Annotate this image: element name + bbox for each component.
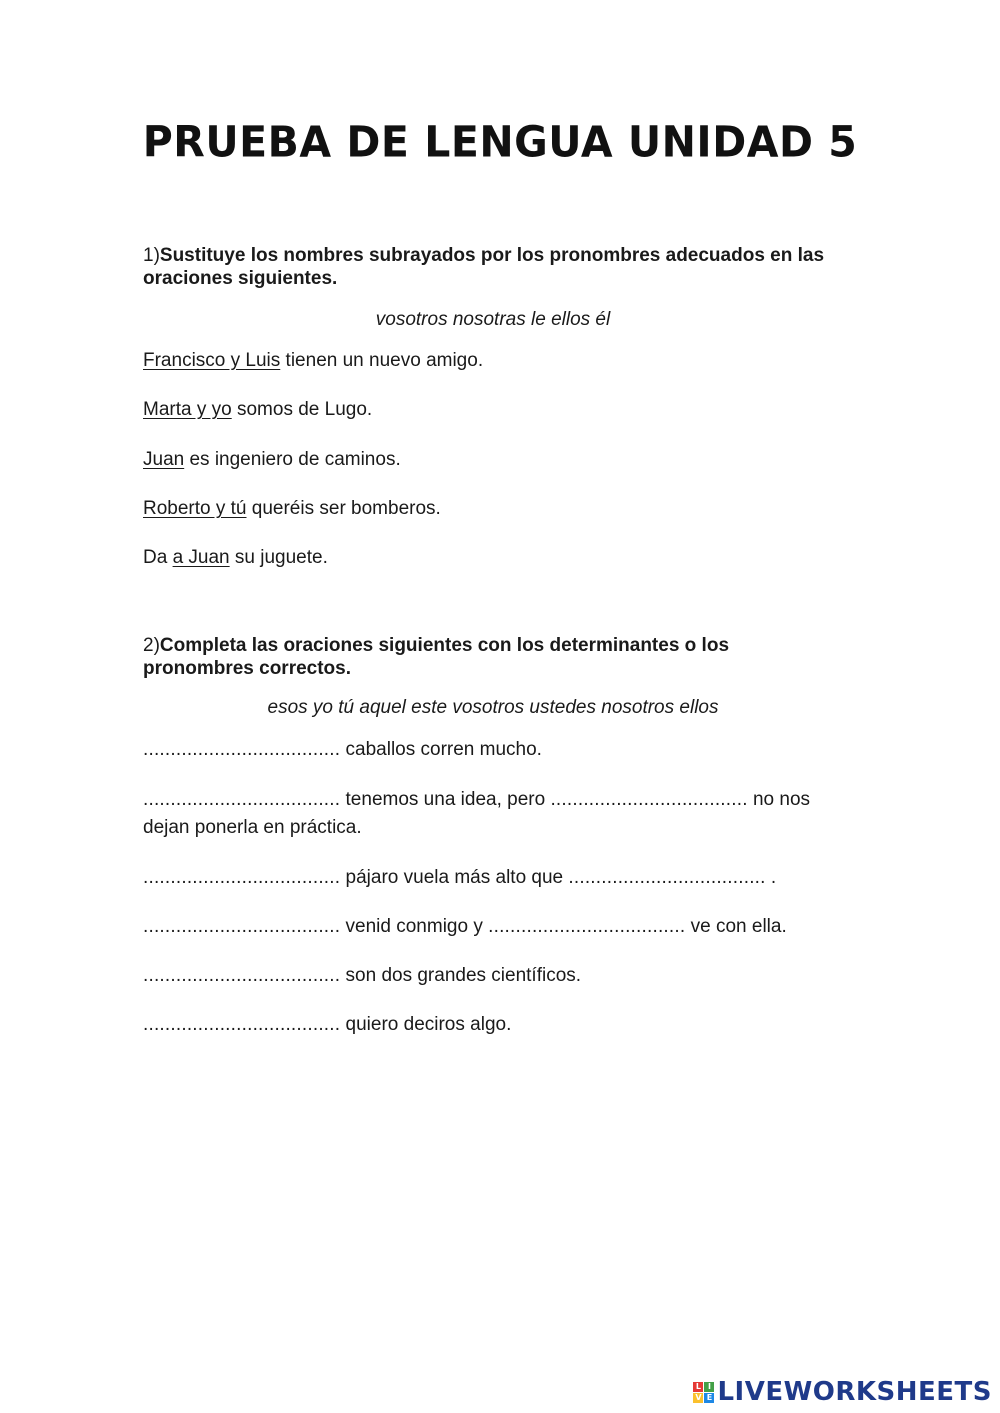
liveworksheets-logo-icon	[693, 1382, 714, 1403]
sentence-text: no nos dejan ponerla en práctica.	[143, 789, 811, 838]
logo-letter: I	[704, 1382, 714, 1392]
question-1-word-bank: vosotros nosotras le ellos él	[375, 309, 611, 330]
q2-sentence	[143, 864, 843, 892]
question-1-number: 1)	[143, 245, 160, 266]
sentence-text: caballos corren mucho.	[340, 739, 542, 760]
blank-line[interactable]: ....................................	[143, 916, 341, 937]
sentence-text: quiero deciros algo.	[340, 1014, 512, 1035]
logo-letter: L	[693, 1382, 703, 1392]
sentence-text: queréis ser bomberos.	[246, 498, 441, 519]
sentence-text: pájaro vuela más alto que	[340, 867, 569, 888]
question-2-word-bank: esos yo tú aquel este vosotros ustedes nosotros ellos	[267, 697, 719, 718]
question-2-heading	[143, 634, 843, 680]
sentence-text: tenemos una idea, pero	[340, 789, 551, 810]
blank-line[interactable]: ....................................	[143, 965, 341, 986]
q2-sentence	[143, 962, 843, 990]
q2-sentence	[143, 786, 843, 842]
liveworksheets-brand[interactable]	[693, 1377, 992, 1407]
underlined-noun: Francisco y Luis	[143, 350, 281, 371]
underlined-noun: a Juan	[172, 547, 230, 568]
question-1	[143, 244, 843, 290]
question-1-heading	[143, 244, 843, 290]
question-2-number: 2)	[143, 635, 160, 656]
q1-sentence	[143, 446, 843, 474]
blank-line[interactable]: ....................................	[550, 789, 748, 810]
sentence-text: son dos grandes científicos.	[340, 965, 582, 986]
logo-letter: E	[704, 1393, 714, 1403]
blank-line[interactable]: ....................................	[568, 867, 766, 888]
q1-sentence	[143, 495, 843, 523]
question-2-instruction: Completa las oraciones siguientes con los determinantes o los pronombres correctos.	[143, 635, 730, 679]
question-1-instruction: Sustituye los nombres subrayados por los pronombres adecuados en las oraciones siguientes.	[143, 245, 825, 289]
brand-name: LIVEWORKSHEETS	[717, 1377, 992, 1407]
underlined-noun: Juan	[143, 449, 185, 470]
sentence-text: su juguete.	[229, 547, 328, 568]
sentence-text: ve con ella.	[685, 916, 787, 937]
question-2	[143, 634, 843, 680]
page-title: PRUEBA DE LENGUA UNIDAD 5	[142, 116, 858, 168]
blank-line[interactable]: ....................................	[143, 739, 341, 760]
underlined-noun: Marta y yo	[143, 399, 232, 420]
blank-line[interactable]: ....................................	[143, 789, 341, 810]
sentence-text: .	[765, 867, 777, 888]
blank-line[interactable]: ....................................	[488, 916, 686, 937]
underlined-noun: Roberto y tú	[143, 498, 247, 519]
blank-line[interactable]: ....................................	[143, 1014, 341, 1035]
sentence-text: somos de Lugo.	[231, 399, 373, 420]
logo-letter: V	[695, 1392, 702, 1402]
q1-sentence	[143, 396, 843, 424]
sentence-text: venid conmigo y	[340, 916, 489, 937]
q1-sentence	[143, 347, 843, 375]
sentence-text: es ingeniero de caminos.	[184, 449, 401, 470]
blank-line[interactable]: ....................................	[143, 867, 341, 888]
sentence-text: tienen un nuevo amigo.	[280, 350, 484, 371]
q2-sentence	[143, 1011, 843, 1039]
q2-sentence	[143, 736, 843, 764]
sentence-text: Da	[143, 547, 173, 568]
q1-sentence	[143, 544, 843, 572]
q2-sentence	[143, 913, 843, 941]
